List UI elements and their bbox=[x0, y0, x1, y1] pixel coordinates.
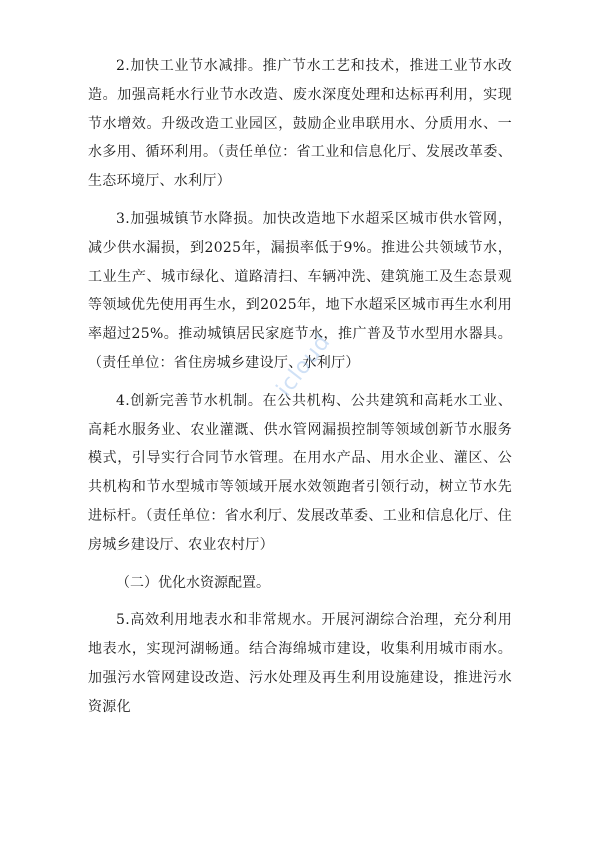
document-body bbox=[88, 52, 512, 731]
paragraph-urban-water-saving: 3.加强城镇节水降损。加快改造地下水超采区城市供水管网，减少供水漏损，到2025年，漏损率低于9%。推进公共领域节水，工业生产、城市绿化、道路清扫、车辆冲洗、建筑施工及生态景观等领域优先使用再生水，到2025年，地下水超采区城市再生水利用率超过25%。推动城镇居民家庭节水，推广普及节水型用水器具。（责任单位：省住房城乡建设厅、水利厅） bbox=[88, 210, 512, 371]
paragraph-surface-water-use: 5.高效利用地表水和非常规水。开展河湖综合治理，充分利用地表水，实现河湖畅通。结合海绵城市建设，收集利用城市雨水。加强污水管网建设改造、污水处理及再生利用设施建设，推进污水资源化 bbox=[88, 612, 512, 715]
section-heading: （二）优化水资源配置。 bbox=[116, 574, 270, 591]
paragraph-water-saving-mechanism: 4.创新完善节水机制。在公共机构、公共建筑和高耗水工业、高耗水服务业、农业灌溉、供水管网漏损控制等领域创新节水服务模式，引导实行合同节水管理。在用水产品、用水企业、灌区、公共机构和节水型城市等领域开展水效领跑者引领行动，树立节水先进标杆。（责任单位：省水利厅、发展改革委、工业和信息化厅、住房城乡建设厅、农业农村厅） bbox=[88, 392, 512, 553]
watermark: icloud bbox=[272, 329, 336, 402]
paragraph-industrial-water-saving: 2.加快工业节水减排。推广节水工艺和技术，推进工业节水改造。加强高耗水行业节水改造、废水深度处理和达标再利用，实现节水增效。升级改造工业园区，鼓励企业串联用水、分质用水、一水多用、循环利用。（责任单位：省工业和信息化厅、发展改革委、生态环境厅、水利厅） bbox=[88, 58, 512, 190]
